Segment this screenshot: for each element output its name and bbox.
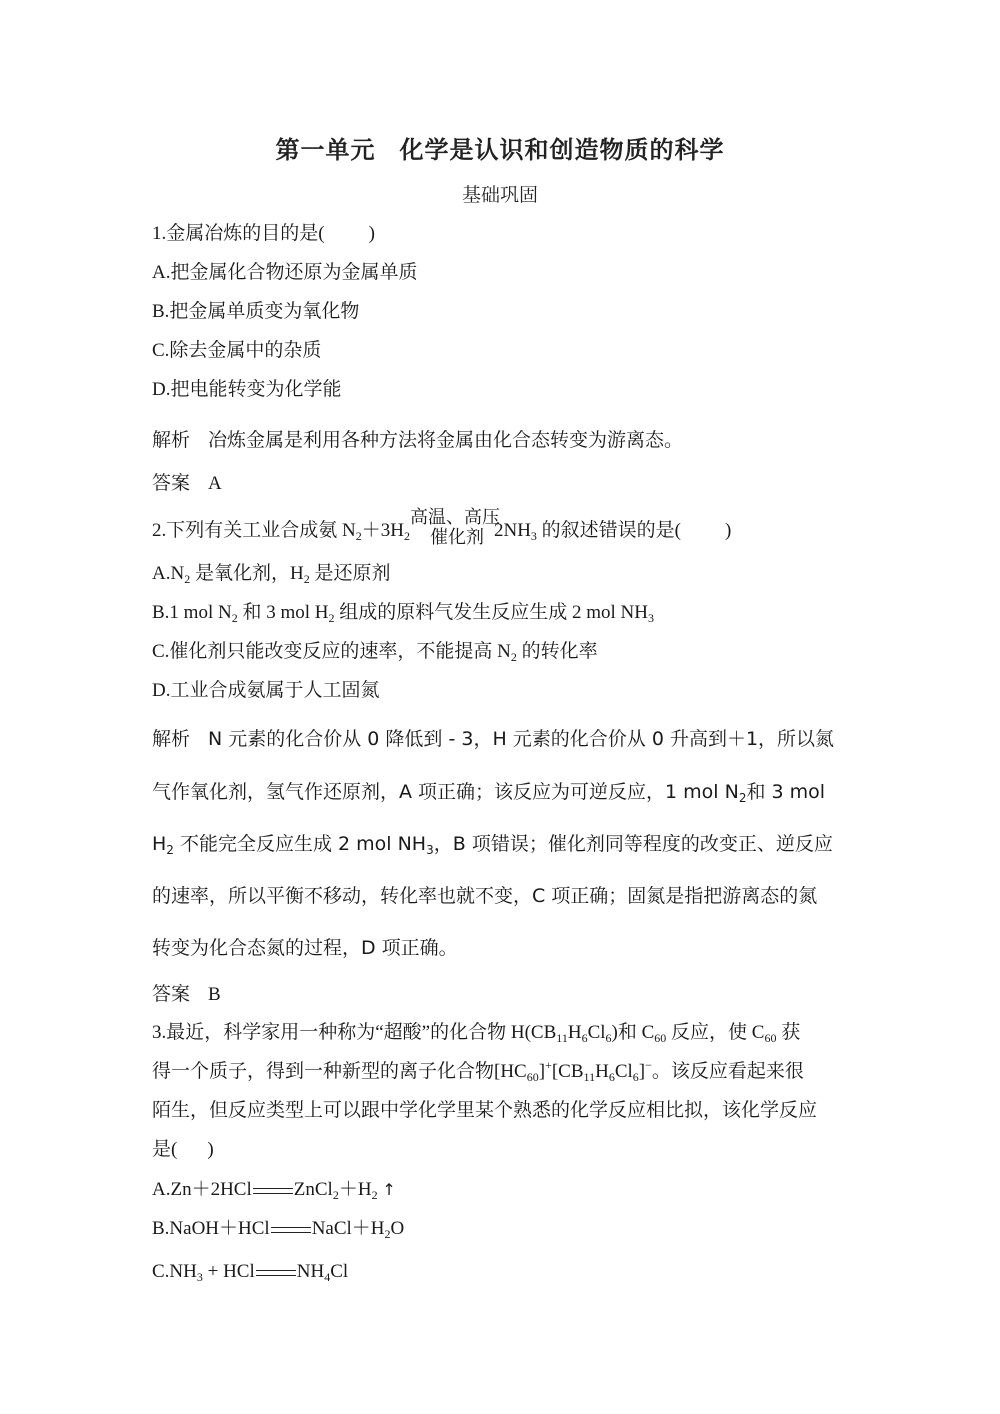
subscript: 6 bbox=[581, 1031, 588, 1045]
subscript: 2 bbox=[184, 572, 191, 586]
subscript: 2 bbox=[303, 572, 310, 586]
answer-label: 答案 bbox=[152, 983, 191, 1005]
subscript: 6 bbox=[608, 1070, 615, 1084]
text: Cl bbox=[330, 1261, 349, 1282]
subscript: 2 bbox=[371, 1188, 378, 1202]
q3-option-a bbox=[152, 1178, 396, 1202]
subscript: 60 bbox=[654, 1031, 667, 1045]
equals-sign bbox=[271, 1227, 311, 1233]
text: H bbox=[595, 1061, 609, 1082]
subscript: 11 bbox=[556, 1031, 568, 1045]
subscript: 6 bbox=[632, 1070, 639, 1084]
q2-stem-prefix: 2.下列有关工业合成氨 N bbox=[152, 520, 356, 541]
q2-option-d: D.工业合成氨属于人工固氮 bbox=[152, 680, 380, 701]
q2-answer-value: B bbox=[208, 984, 221, 1005]
text: A.N bbox=[152, 563, 185, 584]
q2-stem-end: ) bbox=[725, 520, 732, 541]
q2-product: 2NH bbox=[493, 520, 531, 541]
q1-stem-text: 1.金属冶炼的目的是( bbox=[152, 223, 325, 244]
text: 得一个质子，得到一种新型的离子化合物[HC bbox=[152, 1061, 527, 1082]
q2-stem-suffix: 的叙述错误的是( bbox=[536, 520, 681, 541]
q1-option-a: A.把金属化合物还原为金属单质 bbox=[152, 262, 418, 283]
text: 和 3 mol bbox=[746, 781, 826, 803]
subscript: 6 bbox=[605, 1031, 612, 1045]
text: H bbox=[152, 833, 167, 855]
title-topic: 化学是认识和创造物质的科学 bbox=[399, 136, 725, 164]
subscript: 2 bbox=[332, 1188, 339, 1202]
q2-option-c bbox=[152, 640, 598, 664]
subscript: 3 bbox=[426, 843, 434, 857]
analysis-label: 解析 bbox=[152, 728, 191, 750]
q1-stem bbox=[152, 222, 375, 246]
text: + HCl bbox=[202, 1261, 255, 1282]
page-title bbox=[0, 130, 1000, 165]
text: 。该反应看起来很 bbox=[651, 1061, 804, 1082]
text: [CB bbox=[551, 1061, 584, 1082]
subscript: 2 bbox=[510, 650, 517, 664]
q1-analysis bbox=[152, 428, 683, 452]
text: 是还原剂 bbox=[309, 563, 391, 584]
text: 是氧化剂，H bbox=[190, 563, 304, 584]
text: 的转化率 bbox=[516, 641, 598, 662]
equals-sign bbox=[256, 1270, 296, 1276]
subscript: 60 bbox=[526, 1070, 539, 1084]
reaction-condition bbox=[409, 507, 500, 547]
text: 气作氧化剂，氢气作还原剂，A 项正确；该反应为可逆反应，1 mol N bbox=[152, 781, 739, 803]
subscript: 2 bbox=[403, 529, 410, 543]
q2-stem bbox=[152, 507, 732, 547]
subscript: 3 bbox=[648, 611, 654, 625]
gas-arrow-icon: ↑ bbox=[382, 1180, 396, 1199]
text: 和 3 mol H bbox=[237, 602, 329, 623]
text: Cl bbox=[614, 1061, 633, 1082]
q1-answer bbox=[152, 471, 222, 496]
q3-stem-line-4 bbox=[152, 1138, 214, 1162]
subscript: 2 bbox=[231, 611, 238, 625]
text: ) bbox=[207, 1139, 214, 1160]
text: H bbox=[567, 1022, 582, 1043]
condition-bottom: 催化剂 bbox=[429, 527, 484, 547]
q2-answer bbox=[152, 982, 221, 1007]
subscript: 2 bbox=[166, 843, 174, 857]
subscript: 4 bbox=[324, 1270, 331, 1284]
q3-option-c bbox=[152, 1260, 348, 1284]
superscript: + bbox=[545, 1058, 552, 1072]
text: 反应，使 C bbox=[666, 1022, 765, 1043]
subscript: 2 bbox=[355, 529, 362, 543]
section-subtitle: 基础巩固 bbox=[461, 184, 538, 206]
text: B.1 mol N bbox=[152, 602, 232, 623]
text: 3.最近，科学家用一种称为“超酸”的化合物 H(CB bbox=[152, 1022, 557, 1043]
text: ] bbox=[538, 1061, 546, 1082]
condition-top: 高温、高压 bbox=[409, 507, 500, 527]
superscript: − bbox=[645, 1058, 652, 1072]
text: C.NH bbox=[152, 1261, 197, 1282]
q3-option-b bbox=[152, 1217, 404, 1241]
subscript: 3 bbox=[196, 1270, 203, 1284]
text: A.Zn＋2HCl bbox=[152, 1179, 252, 1200]
q1-option-b: B.把金属单质变为氧化物 bbox=[152, 301, 360, 322]
text: )和 C bbox=[611, 1022, 655, 1043]
text: 获 bbox=[776, 1022, 801, 1043]
q3-stem-line-3: 陌生，但反应类型上可以跟中学化学里某个熟悉的化学反应相比拟，该化学反应 bbox=[152, 1100, 818, 1121]
q2-analysis-line-4: 的速率，所以平衡不移动，转化率也就不变，C 项正确；固氮是指把游离态的氮 bbox=[152, 885, 818, 907]
q2-stem-plus: ＋3H bbox=[361, 520, 404, 541]
q2-analysis-line-1 bbox=[152, 727, 834, 751]
answer-label: 答案 bbox=[152, 472, 191, 494]
text: O bbox=[390, 1218, 405, 1239]
text: ，B 项错误；催化剂同等程度的改变正、逆反应 bbox=[433, 833, 833, 855]
subscript: 2 bbox=[384, 1227, 391, 1241]
text: ] bbox=[638, 1061, 646, 1082]
subscript: 11 bbox=[583, 1070, 596, 1084]
q2-analysis-line-2 bbox=[152, 780, 825, 804]
text: N 元素的化合价从 0 降低到 - 3，H 元素的化合价从 0 升高到＋1，所以氮 bbox=[208, 728, 835, 750]
text: 组成的原料气发生反应生成 2 mol NH bbox=[334, 602, 648, 623]
title-unit: 第一单元 bbox=[275, 136, 376, 164]
q1-answer-value: A bbox=[208, 473, 222, 494]
q1-analysis-text: 冶炼金属是利用各种方法将金属由化合态转变为游离态。 bbox=[208, 429, 684, 451]
q1-option-c: C.除去金属中的杂质 bbox=[152, 340, 322, 361]
subscript: 2 bbox=[328, 611, 335, 625]
q3-stem-line-1 bbox=[152, 1021, 800, 1045]
text: NaCl＋H bbox=[311, 1218, 385, 1239]
q1-stem-end: ) bbox=[368, 223, 375, 244]
q1-option-d: D.把电能转变为化学能 bbox=[152, 379, 342, 400]
subscript: 2 bbox=[738, 791, 747, 805]
q2-option-b bbox=[152, 601, 654, 625]
text: C.催化剂只能改变反应的速率，不能提高 N bbox=[152, 641, 511, 662]
text: B.NaOH＋HCl bbox=[152, 1218, 270, 1239]
text: NH bbox=[296, 1261, 325, 1282]
text: Cl bbox=[587, 1022, 606, 1043]
analysis-label: 解析 bbox=[152, 429, 191, 451]
subscript: 60 bbox=[764, 1031, 777, 1045]
q2-analysis-line-3 bbox=[152, 832, 833, 856]
q2-analysis-line-5: 转变为化合态氮的过程，D 项正确。 bbox=[152, 937, 458, 959]
text: ZnCl bbox=[293, 1179, 333, 1200]
subscript: 3 bbox=[530, 529, 537, 543]
q2-option-a bbox=[152, 562, 390, 586]
q3-stem-line-2 bbox=[152, 1060, 804, 1084]
text: ＋H bbox=[338, 1179, 372, 1200]
text: 是( bbox=[152, 1139, 178, 1160]
text: 不能完全反应生成 2 mol NH bbox=[173, 833, 427, 855]
equals-sign bbox=[253, 1188, 293, 1194]
